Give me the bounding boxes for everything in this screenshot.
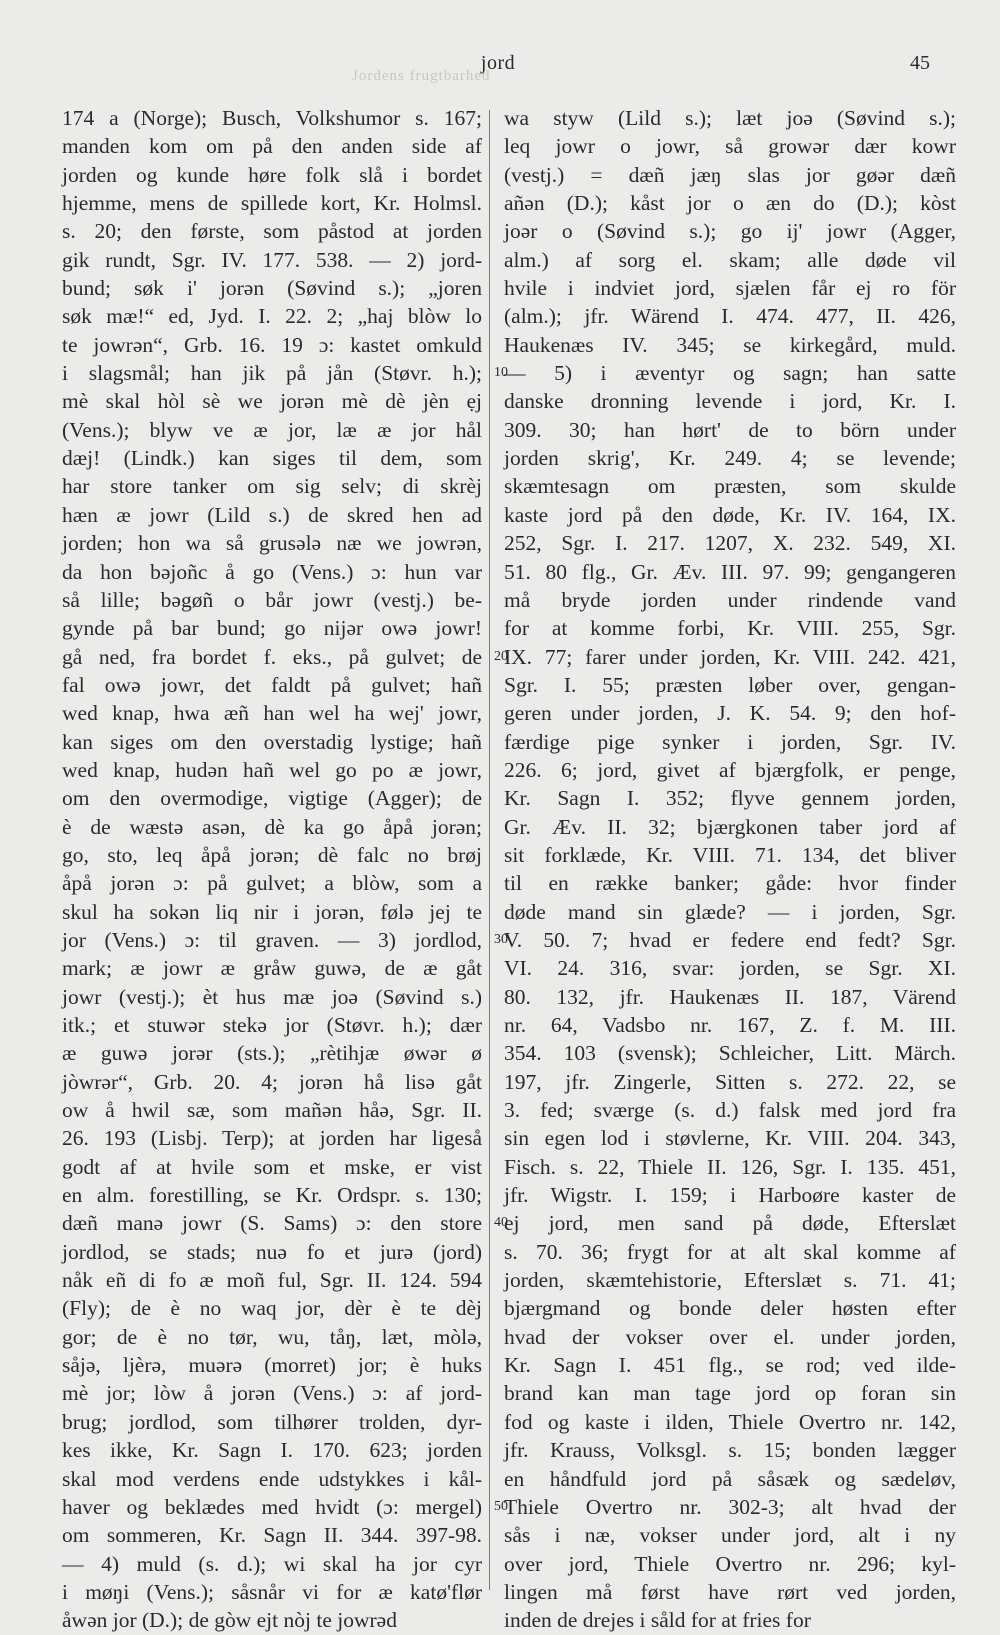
line-text: jordlod, se stads; nuə fo et jurə (jord)	[62, 1239, 482, 1264]
column-divider	[489, 110, 490, 1590]
text-line	[62, 359, 508, 387]
text-line	[62, 586, 482, 614]
line-text: over jord, Thiele Overtro nr. 296; kyl-	[504, 1551, 956, 1576]
text-line	[504, 756, 956, 784]
line-text: Haukenæs IV. 345; se kirkegård, muld.	[504, 332, 956, 357]
line-text: V. 50. 7; hvad er federe end fedt? Sgr.	[504, 927, 956, 952]
text-line	[504, 784, 956, 812]
line-text: mè jor; lòw å jorən (Vens.) ɔ: af jord-	[62, 1381, 482, 1406]
text-line	[504, 1266, 956, 1294]
text-line	[62, 728, 482, 756]
line-text: Gr. Æv. II. 32; bjærgkonen taber jord af	[504, 814, 956, 839]
line-text: mè skal hòl sè we jorən mè dè jèn ẹj	[62, 389, 482, 414]
line-text: ej jord, men sand på døde, Efterslæt	[504, 1211, 956, 1236]
text-line	[62, 898, 482, 926]
line-text: gor; de è no tør, wu, tåŋ, læt, mòlə,	[62, 1324, 482, 1349]
text-line	[62, 841, 482, 869]
text-line	[504, 1068, 956, 1096]
text-line	[504, 1096, 956, 1124]
text-line	[62, 1550, 482, 1578]
text-line	[504, 558, 956, 586]
text-line	[62, 246, 482, 274]
line-text: 80. 132, jfr. Haukenæs II. 187, Värend	[504, 984, 956, 1009]
line-text: sås i næ, vokser under jord, alt i ny	[504, 1523, 956, 1548]
line-text: (alm.); jfr. Wärend I. 474. 477, II. 426,	[504, 304, 956, 329]
text-line	[504, 1124, 956, 1152]
text-line	[504, 1379, 956, 1407]
text-line	[62, 1351, 482, 1379]
text-line	[504, 302, 956, 330]
text-line	[504, 161, 956, 189]
line-text: s. 20; den første, som påstod at jorden	[62, 219, 482, 244]
line-text: Fisch. s. 22, Thiele II. 126, Sgr. I. 135. 451,	[504, 1154, 956, 1179]
text-line	[62, 189, 482, 217]
line-text: da hon bəjoñc å go (Vens.) ɔ: hun var	[62, 559, 482, 584]
line-text: Sgr. I. 55; præsten løber over, gengan-	[504, 672, 956, 697]
line-text: søk mæ!“ ed, Jyd. I. 22. 2; „haj blòw lo	[62, 304, 482, 329]
line-text: 174 a (Norge); Busch, Volkshumor s. 167;	[62, 106, 482, 130]
line-text: 309. 30; han hørt' de to börn under	[504, 417, 956, 442]
line-text: Kr. Sagn I. 451 flg., se rod; ved ilde-	[504, 1353, 956, 1378]
text-line	[62, 983, 482, 1011]
bleed-through-text: Jordens frugtbarhed	[352, 68, 491, 84]
line-text: itk.; et stuwər stekə jor (Støvr. h.); dær	[62, 1013, 482, 1037]
line-text: — 5) i æventyr og sagn; han satte	[504, 361, 956, 386]
line-text: om sommeren, Kr. Sagn II. 344. 397-98.	[62, 1523, 482, 1548]
text-line	[62, 1011, 482, 1039]
line-text: jfr. Krauss, Volksgl. s. 15; bonden lægger	[504, 1438, 956, 1463]
text-line	[504, 416, 956, 444]
text-line	[504, 954, 956, 982]
text-line	[504, 671, 956, 699]
text-line	[62, 1068, 482, 1096]
line-text: añən (D.); kåst jor o æn do (D.); kòst	[504, 191, 956, 216]
line-text: kan siges om den overstadig lystige; hañ	[62, 729, 482, 754]
text-line	[504, 444, 956, 472]
right-column	[504, 104, 956, 1635]
line-text: 26. 193 (Lisbj. Terp); at jorden har ligeså	[62, 1126, 482, 1151]
line-text: leq jowr o jowr, så growər dær kowr	[504, 134, 956, 159]
text-line	[62, 1096, 482, 1124]
line-text: en alm. forestilling, se Kr. Ordspr. s. 130;	[62, 1183, 482, 1208]
line-text: s. 70. 36; frygt for at alt skal komme af	[504, 1239, 956, 1264]
text-line	[504, 1323, 956, 1351]
text-line	[62, 784, 482, 812]
line-text: i møŋi (Vens.); såsnår vi for æ katø'flør	[62, 1579, 482, 1604]
text-line	[62, 1124, 482, 1152]
text-line	[62, 444, 482, 472]
text-line	[62, 104, 482, 132]
line-text: — 4) muld (s. d.); wi skal ha jor cyr	[62, 1551, 482, 1576]
text-line	[504, 1465, 956, 1493]
line-text: jowr (vestj.); èt hus mæ joə (Søvind s.)	[62, 984, 482, 1009]
line-text: joər o (Søvind s.); go ij' jowr (Agger,	[504, 219, 956, 244]
line-text: wed knap, hwa æñ han wel ha wej' jowr,	[62, 701, 482, 726]
text-line	[504, 331, 956, 359]
text-line	[504, 1351, 956, 1379]
text-line	[62, 1323, 482, 1351]
line-text: gå ned, fra bordet f. eks., på gulvet; de	[62, 644, 482, 669]
text-line	[504, 104, 956, 132]
text-line	[504, 189, 956, 217]
text-line	[504, 1238, 956, 1266]
text-line	[504, 1408, 956, 1436]
line-text: åwən jor (D.); de gòw ejt nòj te jowrəd	[62, 1608, 397, 1633]
line-text: 3. fed; sværge (s. d.) falsk med jord fra	[504, 1098, 956, 1123]
line-text: hjemme, mens de spillede kort, Kr. Holmsl.	[62, 191, 482, 216]
line-text: fal owə jowr, det faldt på gulvet; hañ	[62, 672, 482, 697]
text-line	[62, 1521, 482, 1549]
text-line	[504, 246, 956, 274]
line-text: skul ha sokən liq nir i jorən, følə jej te	[62, 899, 482, 924]
line-text: dæj! (Lindk.) kan siges til dem, som	[62, 446, 482, 471]
text-line	[504, 1436, 956, 1464]
line-text: jòwrər“, Grb. 20. 4; jorən hå lisə gåt	[62, 1069, 482, 1094]
line-text: må bryde jorden under rindende vand	[504, 587, 956, 612]
text-line	[62, 1266, 482, 1294]
text-line	[504, 699, 956, 727]
text-line	[62, 416, 482, 444]
text-line	[504, 841, 956, 869]
line-number: 40	[494, 1215, 508, 1231]
line-text: IX. 77; farer under jorden, Kr. VIII. 242. 421,	[504, 644, 956, 669]
text-line	[62, 529, 482, 557]
line-text: døde mand sin glæde? — i jorden, Sgr.	[504, 899, 956, 924]
line-number: 30	[494, 931, 508, 947]
line-text: brug; jordlod, som tilhører trolden, dyr-	[62, 1409, 482, 1434]
line-text: kes ikke, Kr. Sagn I. 170. 623; jorden	[62, 1438, 482, 1463]
text-line	[504, 614, 956, 642]
line-text: 354. 103 (svensk); Schleicher, Litt. Märch.	[504, 1041, 956, 1066]
text-line	[504, 983, 956, 1011]
line-text: nåk eñ di fo æ moñ ful, Sgr. II. 124. 594	[62, 1268, 482, 1293]
line-text: jor (Vens.) ɔ: til graven. — 3) jordlod,	[62, 927, 482, 952]
line-text: wa styw (Lild s.); læt joə (Søvind s.);	[504, 106, 956, 130]
text-line	[62, 1606, 482, 1634]
line-text: danske dronning levende i jord, Kr. I.	[504, 389, 956, 414]
text-line	[62, 614, 482, 642]
text-line	[504, 898, 956, 926]
line-text: brand kan man tage jord op foran sin	[504, 1381, 956, 1406]
line-text: 252, Sgr. I. 217. 1207, X. 232. 549, XI.	[504, 531, 956, 556]
line-text: inden de drejes i såld for at fries for	[504, 1608, 811, 1633]
line-text: ow å hwil sæ, som mañən håə, Sgr. II.	[62, 1098, 482, 1123]
line-text: for at komme forbi, Kr. VIII. 255, Sgr.	[504, 616, 956, 641]
text-line	[504, 1578, 956, 1606]
line-text: nr. 64, Vadsbo nr. 167, Z. f. M. III.	[504, 1013, 956, 1037]
text-line	[62, 132, 482, 160]
line-text: Kr. Sagn I. 352; flyve gennem jorden,	[504, 786, 956, 811]
text-line	[62, 558, 482, 586]
text-line	[504, 1493, 956, 1521]
line-text: færdige pige synker i jorden, Sgr. IV.	[504, 729, 956, 754]
line-text: kaste jord på den døde, Kr. IV. 164, IX.	[504, 502, 956, 527]
line-text: jorden; hon wa så grusələ næ we jowrən,	[62, 531, 482, 556]
text-line	[62, 1436, 482, 1464]
text-line	[504, 1209, 956, 1237]
text-line	[504, 1153, 956, 1181]
text-line	[62, 501, 482, 529]
text-line	[62, 387, 482, 415]
line-text: i slagsmål; han jik på jån (Støvr. h.);	[62, 361, 482, 386]
text-line	[62, 1408, 482, 1436]
line-text: go, sto, leq åpå jorən; dè falc no brøj	[62, 842, 482, 867]
text-line	[62, 1465, 482, 1493]
line-text: gynde på bar bund; go nijər owə jowr!	[62, 616, 482, 641]
text-line	[504, 1550, 956, 1578]
line-text: bjærgmand og bonde deler høsten efter	[504, 1296, 956, 1321]
text-line	[504, 728, 956, 756]
text-line	[62, 671, 482, 699]
line-text: 197, jfr. Zingerle, Sitten s. 272. 22, se	[504, 1069, 956, 1094]
text-line	[62, 1238, 482, 1266]
text-line	[62, 1209, 508, 1237]
text-line	[62, 1578, 482, 1606]
line-text: (Vens.); blyw ve æ jor, læ æ jor hål	[62, 417, 482, 442]
line-text: en håndfuld jord på såsæk og sædeløv,	[504, 1466, 956, 1491]
line-text: te jowrən“, Grb. 16. 19 ɔ: kastet omkuld	[62, 332, 482, 357]
line-text: (Fly); de è no waq jor, dèr è te dèj	[62, 1296, 482, 1321]
line-text: lingen må først have rørt ved jorden,	[504, 1579, 956, 1604]
text-line	[504, 472, 956, 500]
line-text: sin egen lod i støvlerne, Kr. VIII. 204. 343,	[504, 1126, 956, 1151]
line-text: æ guwə jorər (sts.); „rètihjæ øwər ø	[62, 1041, 482, 1066]
line-text: skal mod verdens ende udstykkes i kål-	[62, 1466, 482, 1491]
line-text: bund; søk i' jorən (Søvind s.); „joren	[62, 276, 482, 301]
line-text: så lille; bəgøñ o bår jowr (vestj.) be-	[62, 587, 482, 612]
line-text: hæn æ jowr (Lild s.) de skred hen ad	[62, 502, 482, 527]
line-text: jorden skrig', Kr. 249. 4; se levende;	[504, 446, 956, 471]
text-line	[62, 274, 482, 302]
line-text: om den overmodige, vigtige (Agger); de	[62, 786, 482, 811]
line-text: sit forklæde, Kr. VIII. 71. 134, det bliver	[504, 842, 956, 867]
text-line	[504, 1606, 956, 1634]
line-text: haver og beklædes med hvidt (ɔ: mergel)	[62, 1494, 482, 1519]
text-line	[504, 1039, 956, 1067]
line-text: skæmtesagn om præsten, som skulde	[504, 474, 956, 499]
line-text: jfr. Wigstr. I. 159; i Harboøre kaster de	[504, 1183, 956, 1208]
line-number: 50	[494, 1498, 508, 1514]
text-line	[504, 1521, 956, 1549]
line-text: åpå jorən ɔ: på gulvet; a blòw, som a	[62, 871, 482, 896]
left-column	[62, 104, 508, 1635]
text-line	[504, 1181, 956, 1209]
text-line	[62, 1181, 482, 1209]
line-text: manden kom om på den anden side af	[62, 134, 482, 159]
text-line	[62, 756, 482, 784]
text-line	[62, 954, 482, 982]
line-text: 226. 6; jord, givet af bjærgfolk, er penge,	[504, 757, 956, 782]
line-text: gik rundt, Sgr. IV. 177. 538. — 2) jord-	[62, 247, 482, 272]
text-line	[62, 1153, 482, 1181]
text-line	[62, 331, 482, 359]
text-line	[62, 1039, 482, 1067]
page-header	[62, 52, 934, 82]
text-line	[62, 699, 482, 727]
line-text: har store tanker om sig selv; di skrèj	[62, 474, 482, 499]
text-line	[504, 869, 956, 897]
line-text: Thiele Overtro nr. 302-3; alt hvad der	[504, 1494, 956, 1519]
text-line	[62, 643, 508, 671]
running-head: jord	[480, 52, 516, 74]
text-line	[62, 1294, 482, 1322]
line-text: geren under jorden, J. K. 54. 9; den hof-	[504, 701, 956, 726]
text-line	[62, 1493, 508, 1521]
text-line	[504, 274, 956, 302]
line-text: jorden og kunde høre folk slå i bordet	[62, 162, 482, 187]
line-text: è de wæstə asən, dè ka go åpå jorən;	[62, 814, 482, 839]
text-line	[62, 472, 482, 500]
text-line	[504, 359, 956, 387]
line-text: jorden, skæmtehistorie, Efterslæt s. 71. 41;	[504, 1268, 956, 1293]
text-line	[62, 926, 508, 954]
text-line	[504, 387, 956, 415]
line-text: fod og kaste i ilden, Thiele Overtro nr. 142,	[504, 1409, 956, 1434]
line-number: 10	[494, 365, 508, 381]
line-text: alm.) af sorg el. skam; alle døde vil	[504, 247, 956, 272]
text-line	[62, 302, 482, 330]
line-text: såjə, ljèrə, muərə (morret) jor; è huks	[62, 1353, 482, 1378]
text-line	[62, 869, 482, 897]
text-line	[62, 217, 482, 245]
text-line	[504, 586, 956, 614]
line-text: hvad der vokser over el. under jorden,	[504, 1324, 956, 1349]
line-number: 20	[494, 648, 508, 664]
line-text: 51. 80 flg., Gr. Æv. III. 97. 99; gengangeren	[504, 559, 956, 584]
line-text: godt af at hvile som et mske, er vist	[62, 1154, 482, 1179]
text-line	[62, 813, 482, 841]
text-line	[62, 161, 482, 189]
page-number: 45	[910, 52, 930, 74]
text-line	[504, 1294, 956, 1322]
text-line	[504, 1011, 956, 1039]
text-line	[504, 132, 956, 160]
text-line	[504, 643, 956, 671]
text-line	[504, 926, 956, 954]
line-text: mark; æ jowr æ gråw guwə, de æ gåt	[62, 956, 482, 981]
text-line	[504, 217, 956, 245]
line-text: hvile i indviet jord, sjælen får ej ro för	[504, 276, 956, 301]
line-text: til en række banker; gåde: hvor finder	[504, 871, 956, 896]
line-text: wed knap, hudən hañ wel go po æ jowr,	[62, 757, 482, 782]
text-line	[504, 501, 956, 529]
text-line	[504, 529, 956, 557]
line-text: VI. 24. 316, svar: jorden, se Sgr. XI.	[504, 956, 956, 981]
text-line	[504, 813, 956, 841]
line-text: dæñ manə jowr (S. Sams) ɔ: den store	[62, 1211, 482, 1236]
line-text: (vestj.) = dæñ jæŋ slas jor gøər dæñ	[504, 162, 956, 187]
text-line	[62, 1379, 482, 1407]
